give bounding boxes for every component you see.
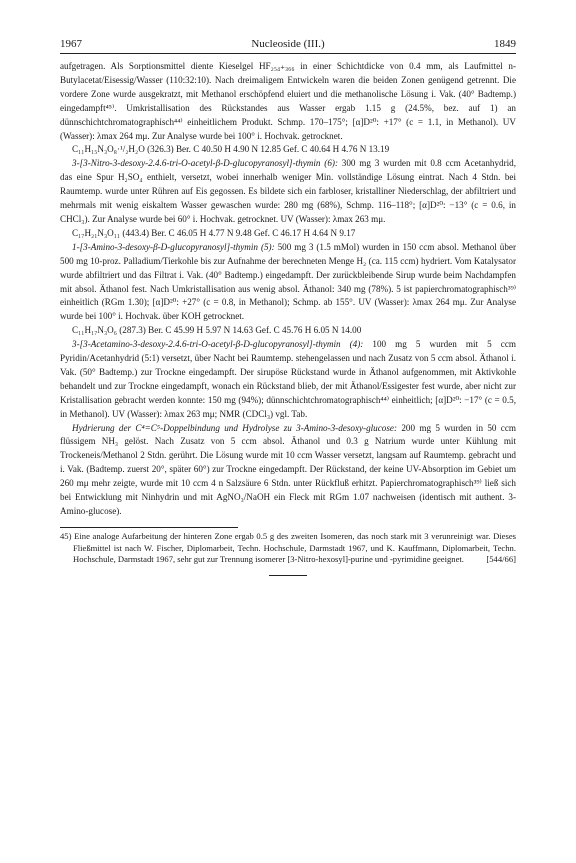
paragraph-4-title: 3-[3-Acetamino-3-desoxy-2.4.6-tri-O-acetyl-β-D-glucopyranosyl]-thymin (4): — [72, 339, 364, 350]
footnote-45 — [60, 531, 516, 566]
paragraph-2 — [60, 157, 516, 227]
paragraph-3 — [60, 241, 516, 324]
paragraph-5-text: 200 mg 5 wurden in 50 ccm flüssigem NH₃ gelöst. Nach Zusatz von 5 ccm absol. Äthanol und 0.3 g Natrium wurde unter Kühlung mit Trockeneis/Methanol 2 Stdn. gerührt. Die Lösung wurde mit 10 ccm Wasser versetzt, langsam auf Raumtemp. gebracht und i. Vak. (Badtemp. zuerst 20°, später 60°) zur Trockne eingedampft. Der Rückstand, der keine UV-Absorption im Gebiet um 260 mμ mehr zeigte, wurde mit 10 ccm 4 n Salzsäure 6 Stdn. unter Rückfluß erhitzt. Papierchromatographisch³⁹⁾ ließ sich bei Entwicklung mit Ninhydrin und mit AgNO₃/NaOH ein Fleck mit RGm 1.07 nachweisen (identisch mit authent. 3-Amino-glucose). — [60, 422, 516, 516]
footnote-45-text: 45) Eine analoge Aufarbeitung der hinteren Zone ergab 0.5 g des zweiten Isomeren, das noch stark mit 3 verunreinigt war. Dieses Fließmittel ist nach W. Fischer, Diplomarbeit, Techn. Hochschule, Darmstadt 1967, und K. Kauffmann, Diplomarbeit, Techn. Hochschule, Darmstadt 1967, sehr gut zur Trennung isomerer [3-Nitro-hexosyl]-purine und -pyrimidine geeignet. — [60, 530, 516, 565]
header-year: 1967 — [60, 38, 82, 50]
paragraph-2-text: 300 mg 3 wurden mit 0.8 ccm Acetanhydrid, das eine Spur H₂SO₄ enthielt, versetzt, wobei innerhalb weniger Min. vollständige Lösung eintrat. Nach 4 Stdn. bei Raumtemp. wurde unter Rühren auf Eis gegossen. Es bildete sich ein farbloser, kristalliner Niederschlag, der abfiltriert und mehrmals mit wenig eiskaltem Wasser gewaschen wurde: 280 mg (68%), Schmp. 116–118°; [α]D²⁰: −13° (c = 0.6, in CHCl₃). Zur Analyse wurde bei 60° i. Hochvak. getrocknet. UV (Wasser): λmax 263 mμ. — [60, 158, 516, 224]
end-rule — [269, 575, 307, 576]
running-header — [60, 38, 516, 54]
paragraph-3-title: 1-[3-Amino-3-desoxy-β-D-glucopyranosyl]-thymin (5): — [72, 241, 275, 252]
formula-3: C₁₁H₁₇N₃O₆ (287.3) Ber. C 45.99 H 5.97 N 14.63 Gef. C 45.76 H 6.05 N 14.00 — [72, 325, 362, 336]
paragraph-5 — [60, 422, 516, 519]
formula-2: C₁₇H₂₁N₃O₁₁ (443.4) Ber. C 46.05 H 4.77 N 9.48 Gef. C 46.17 H 4.64 N 9.17 — [72, 227, 356, 238]
header-title: Nucleoside (III.) — [251, 38, 325, 50]
article-body — [60, 60, 516, 519]
paragraph-5-title: Hydrierung der C⁴=C⁵-Doppelbindung und Hydrolyse zu 3-Amino-3-desoxy-glucose: — [72, 422, 397, 433]
formula-1: C₁₁H₁₅N₃O₈·¹/₂H₂O (326.3) Ber. C 40.50 H 4.90 N 12.85 Gef. C 40.64 H 4.76 N 13.19 — [72, 144, 390, 155]
footnote-45-ref: [544/66] — [486, 554, 516, 565]
paragraph-2-title: 3-[3-Nitro-3-desoxy-2.4.6-tri-O-acetyl-β-D-glucopyranosyl]-thymin (6): — [72, 158, 338, 169]
paragraph-4-text: 100 mg 5 wurden mit 5 ccm Pyridin/Acetanhydrid (5:1) versetzt, über Nacht bei Raumtemp. stehengelassen und nach Zusatz von 5 ccm absol. Äthanol i. Vak. (50° Badtemp.) zur Trockne eingedampft. Der sirupöse Rückstand wurde in Äthanol aufgenommen, mit Aktivkohle behandelt und zur Trockne eingedampft, wonach ein Rückstand blieb, der mit Äthanol/Essigester fest wurde, aber nicht zur Kristallisation gebracht werden konnte: 150 mg (94%); dünnschichtchromatographisch⁴⁴⁾ einheitlich; [α]D²⁰: −17° (c = 0.5, in Methanol). UV (Wasser): λmax 263 mμ; NMR (CDCl₃) vgl. Tab. — [60, 339, 516, 419]
header-page-number: 1849 — [494, 38, 516, 50]
page — [60, 38, 516, 576]
footnote-divider — [60, 527, 238, 528]
paragraph-1: aufgetragen. Als Sorptionsmittel diente Kieselgel HF₂₅₄₊₃₆₆ in einer Schichtdicke von 0.4 mm, als Laufmittel n-Butylacetat/Eisessig/Wasser (110:32:10). Nach dreimaligem Entwickeln waren die beiden Zonen genügend getrennt. Die vordere Zone wurde ausgekratzt, mit Methanol erschöpfend eluiert und die methanolische Lösung i. Vak. (40° Badtemp.) eingedampft⁴⁵⁾. Umkristallisation des Rückstandes aus Wasser ergab 1.15 g (24.5%, bez. auf 1) an dünnschichtchromatographisch⁴⁴⁾ einheitlichem Produkt. Schmp. 170–175°; [α]D²⁰: +17° (c = 1.1, in Methanol). UV (Wasser): λmax 264 mμ. Zur Analyse wurde bei 100° i. Hochvak. getrocknet. — [60, 61, 516, 141]
paragraph-3-text: 500 mg 3 (1.5 mMol) wurden in 150 ccm absol. Methanol über 500 mg 10-proz. Palladium/Tierkohle bis zur Aufnahme der berechneten Menge H₂ (ca. 115 ccm) hydriert. Vom Katalysator wurde abfiltriert und das Filtrat i. Vak. (40° Badtemp.) eingedampft. Der zurückbleibende Sirup wurde beim Nachdampfen mit absol. Äthanol fest. Nach Umkristallisation aus wenig absol. Äthanol: 340 mg (78%). 5 ist papierchromatographisch³⁹⁾ einheitlich (RGm 1.30); [α]D²⁰: +27° (c = 0.8, in Methanol); Schmp. ab 155°. UV (Wasser): λmax 264 mμ. Zur Analyse wurde bei 100° i. Hochvak. über KOH getrocknet. — [60, 241, 516, 322]
paragraph-4 — [60, 338, 516, 421]
